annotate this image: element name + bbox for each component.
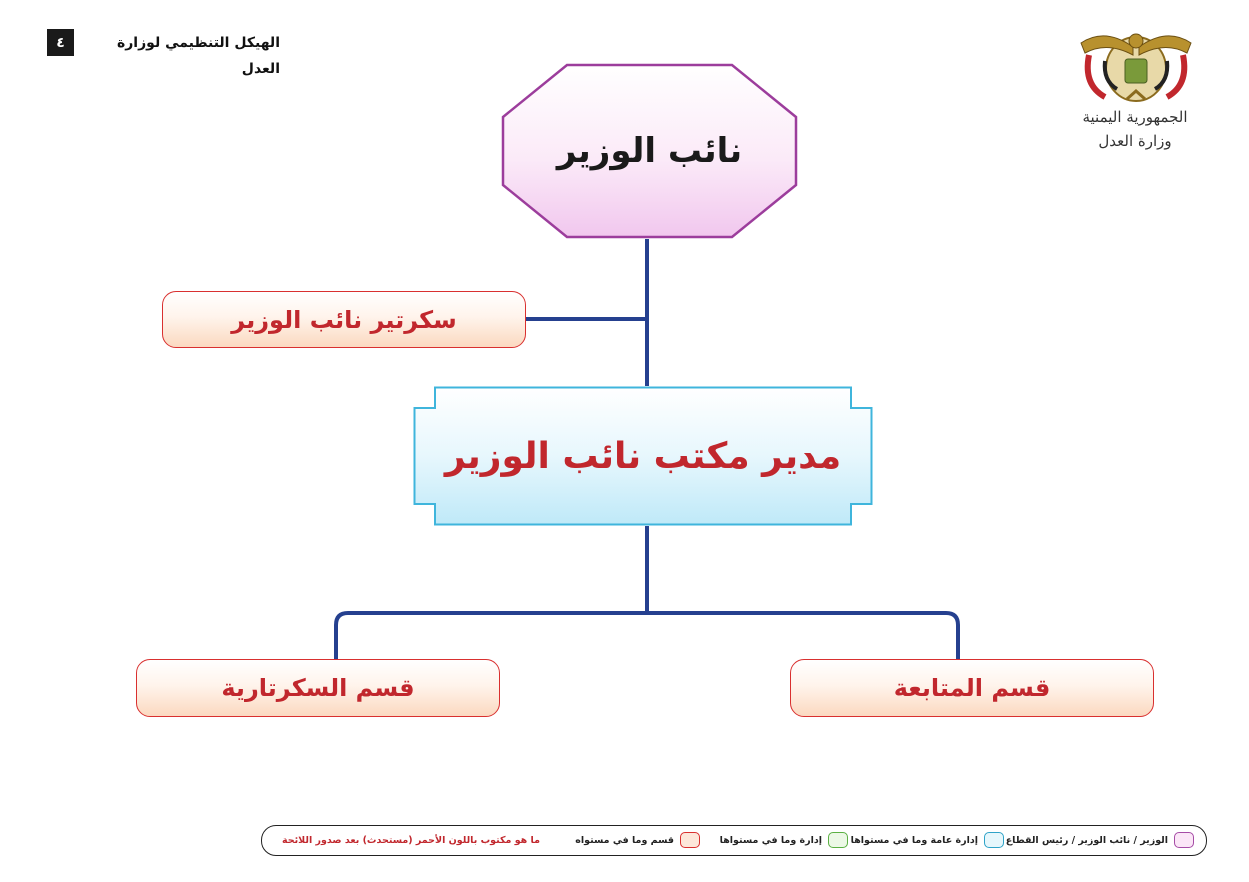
legend (261, 825, 1207, 856)
secretariat-section-box[interactable] (136, 659, 500, 717)
legend-swatch-general-directorate (984, 832, 1004, 848)
legend-item-minister (1006, 826, 1194, 854)
legend-swatch-section (680, 832, 700, 848)
secretariat-section-label: قسم السكرتارية (221, 674, 415, 702)
connector-branch (336, 613, 958, 659)
followup-section-label: قسم المتابعة (893, 674, 1051, 702)
followup-section-box[interactable] (790, 659, 1154, 717)
legend-swatch-directorate (828, 832, 848, 848)
page-title: الهيكل التنظيمي لوزارة العدل (116, 35, 280, 77)
legend-label-directorate: إدارة وما في مستواها (719, 834, 822, 846)
legend-item-directorate (720, 826, 848, 854)
legend-label-general-directorate: إدارة عامة وما في مستواها (850, 834, 978, 846)
legend-item-section (575, 826, 700, 854)
deputy-minister-secretary-label: سكرتير نائب الوزير (231, 305, 457, 334)
office-director-label: مدير مكتب نائب الوزير (444, 435, 842, 477)
page-number: ٤ (47, 29, 74, 56)
logo-republic-text: الجمهورية اليمنية (1082, 108, 1188, 126)
legend-item-general-directorate (851, 826, 1004, 854)
deputy-minister-box[interactable] (501, 63, 798, 239)
legend-label-section: قسم وما في مستواه (575, 834, 674, 846)
legend-swatch-minister (1174, 832, 1194, 848)
deputy-minister-label: نائب الوزير (556, 131, 743, 171)
deputy-minister-secretary-box[interactable] (162, 291, 526, 348)
logo-ministry-text: وزارة العدل (1098, 132, 1172, 150)
office-director-box[interactable] (413, 386, 873, 526)
legend-label-minister: الوزير / نائب الوزير / رئيس القطاع (1005, 834, 1168, 846)
legend-note: ما هو مكتوب باللون الأحمر (مستحدث) بعد صدور اللائحة (282, 834, 540, 846)
